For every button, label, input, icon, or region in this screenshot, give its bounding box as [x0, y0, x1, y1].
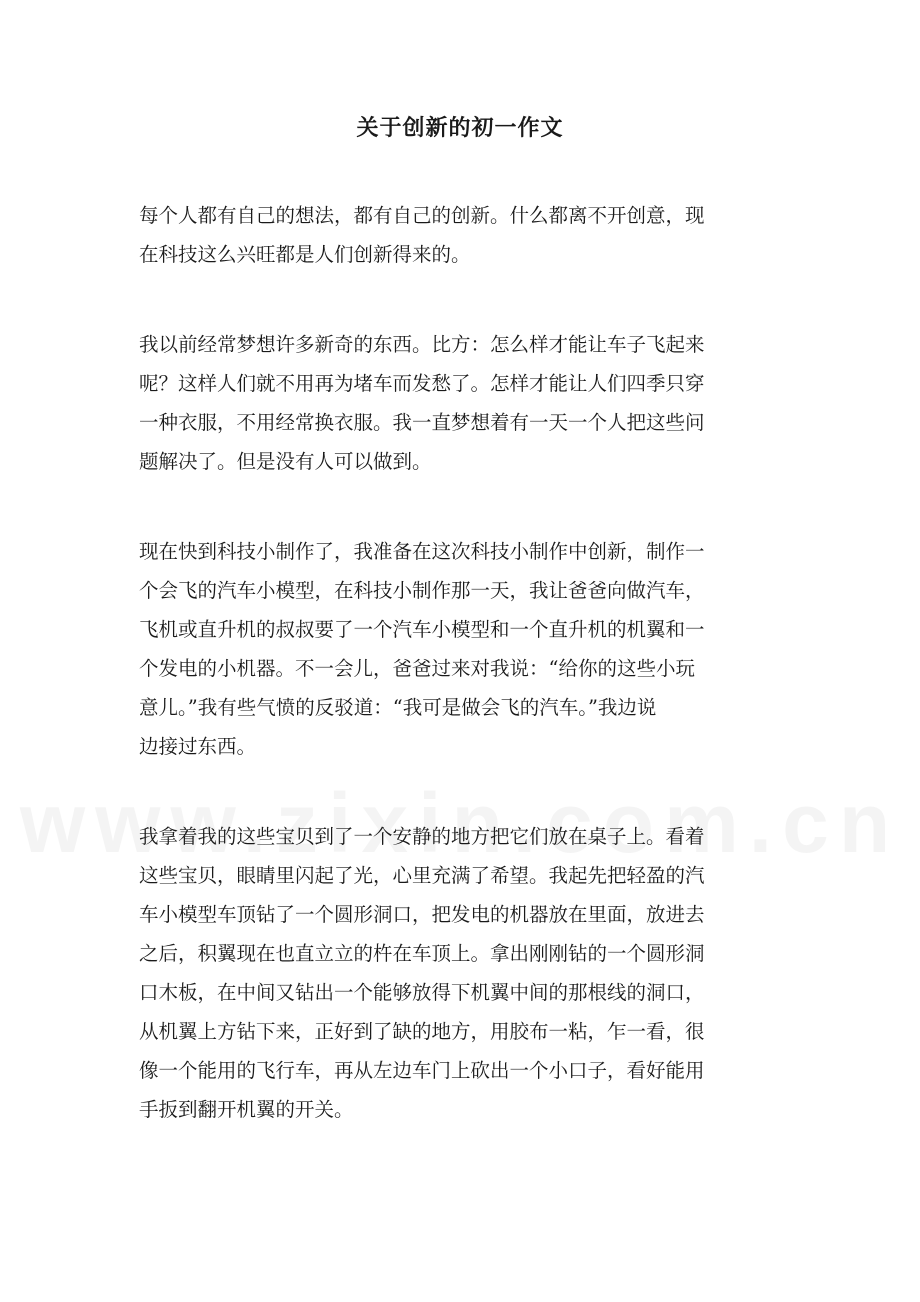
- text-line: 每个人都有自己的想法，都有自己的创新。什么都离不开创意，现: [139, 204, 705, 227]
- text-line: 边接过东西。: [139, 735, 257, 758]
- text-line: 手扳到翻开机翼的开关。: [139, 1098, 354, 1121]
- text-line: 车小模型车顶钻了一个圆形洞口，把发电的机器放在里面，放进去: [139, 903, 705, 926]
- text-line: 这些宝贝，眼睛里闪起了光，心里充满了希望。我起先把轻盈的汽: [139, 864, 705, 887]
- text-line: 像一个能用的飞行车，再从左边车门上砍出一个小口子，看好能用: [139, 1059, 705, 1082]
- document-body: [139, 196, 779, 1180]
- paragraph-2: [139, 325, 779, 481]
- paragraph-1: [139, 196, 779, 274]
- paragraph-3: [139, 532, 779, 766]
- text-line: 个会飞的汽车小模型，在科技小制作那一天，我让爸爸向做汽车，: [139, 579, 705, 602]
- text-line: 我拿着我的这些宝贝到了一个安静的地方把它们放在桌子上。看着: [139, 825, 705, 848]
- paragraph-4: [139, 817, 779, 1129]
- text-line: 飞机或直升机的叔叔要了一个汽车小模型和一个直升机的机翼和一: [139, 618, 705, 641]
- document-title: 关于创新的初一作文: [356, 115, 564, 141]
- text-line: 口木板，在中间又钻出一个能够放得下机翼中间的那根线的洞口，: [139, 981, 705, 1004]
- text-line: 题解决了。但是没有人可以做到。: [139, 450, 432, 473]
- text-line: 意儿。”我有些气愤的反驳道：“我可是做会飞的汽车。”我边说: [139, 696, 657, 719]
- text-line: 我以前经常梦想许多新奇的东西。比方：怎么样才能让车子飞起来: [139, 333, 705, 356]
- text-line: 之后，积翼现在也直立立的杵在车顶上。拿出刚刚钻的一个圆形洞: [139, 942, 705, 965]
- text-line: 一种衣服，不用经常换衣服。我一直梦想着有一天一个人把这些问: [139, 411, 705, 434]
- text-line: 呢？这样人们就不用再为堵车而发愁了。怎样才能让人们四季只穿: [139, 372, 705, 395]
- text-line: 个发电的小机器。不一会儿，爸爸过来对我说：“给你的这些小玩: [139, 657, 695, 680]
- text-line: 现在快到科技小制作了，我准备在这次科技小制作中创新，制作一: [139, 540, 705, 563]
- text-line: 从机翼上方钻下来，正好到了缺的地方，用胶布一粘，乍一看，很: [139, 1020, 705, 1043]
- text-line: 在科技这么兴旺都是人们创新得来的。: [139, 243, 471, 266]
